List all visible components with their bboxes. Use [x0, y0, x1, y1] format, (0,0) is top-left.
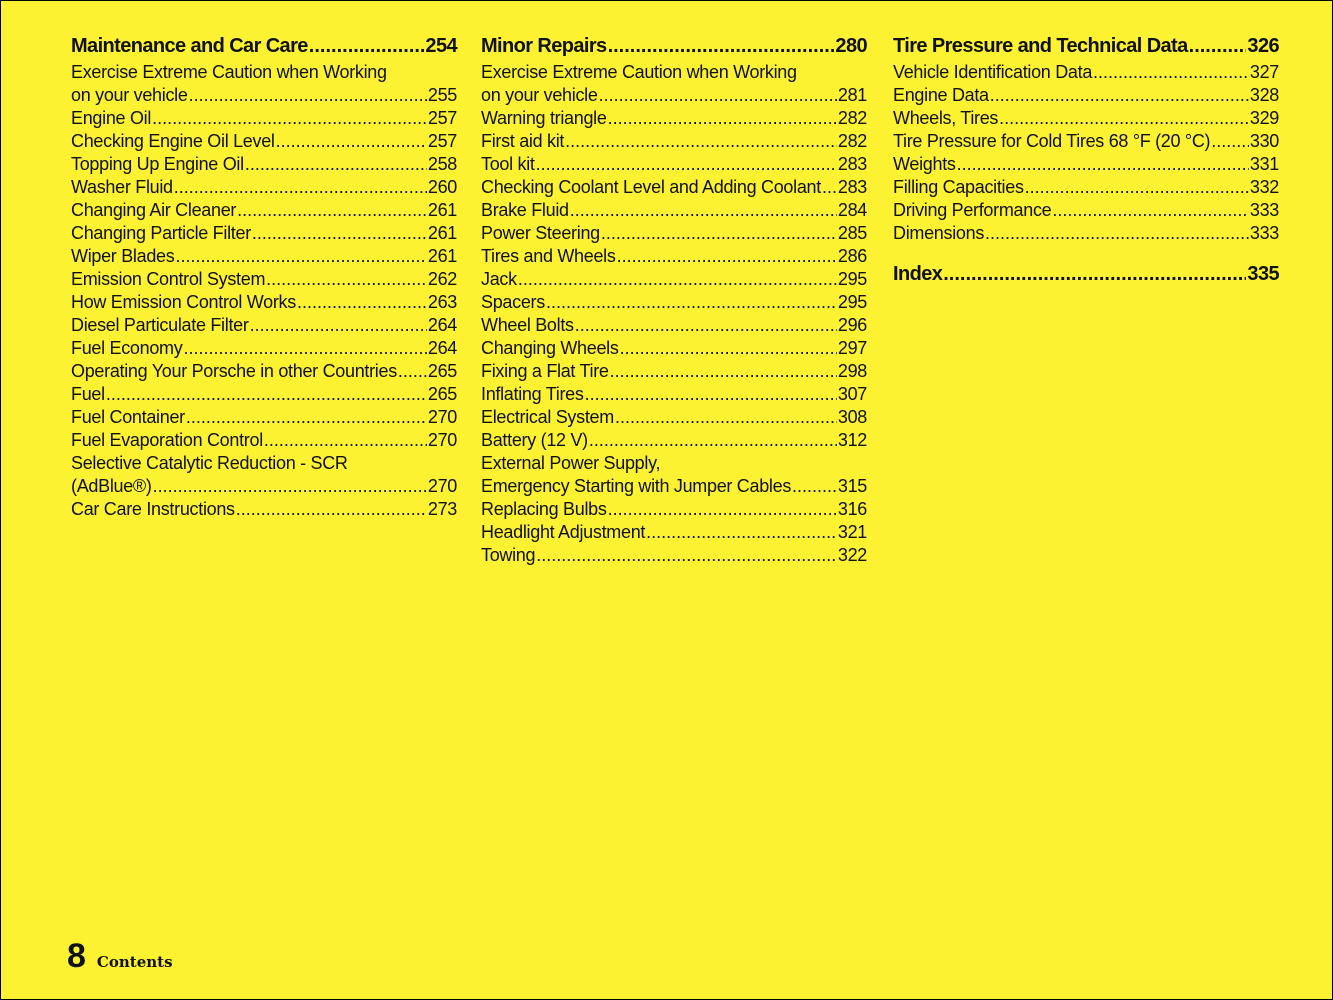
dot-leader: [585, 383, 837, 406]
section-heading-maintenance-and-car-care[interactable]: [71, 31, 457, 61]
toc-entry-line[interactable]: [481, 383, 867, 406]
toc-entry-line[interactable]: [481, 130, 867, 153]
dot-leader: [792, 475, 837, 498]
toc-page-number: 296: [837, 315, 867, 335]
toc-entry-title: Operating Your Porsche in other Countries: [71, 361, 397, 381]
dot-leader: [398, 360, 427, 383]
dot-leader: [297, 291, 427, 314]
toc-entry-title: Changing Air Cleaner: [71, 200, 237, 220]
toc-entry[interactable]: [481, 429, 867, 452]
dot-leader: [608, 31, 835, 61]
toc-entry-line[interactable]: [893, 61, 1279, 84]
section-heading-index[interactable]: [893, 259, 1279, 289]
dot-leader: [646, 521, 837, 544]
toc-entry-line[interactable]: [481, 199, 867, 222]
toc-entry-title: Selective Catalytic Reduction - SCR: [71, 453, 348, 473]
toc-entry[interactable]: [71, 222, 457, 245]
toc-entry-title: Weights: [893, 154, 956, 174]
toc-page-number: 262: [427, 269, 457, 289]
toc-entry-line[interactable]: [481, 360, 867, 383]
toc-entry-line[interactable]: [71, 314, 457, 337]
toc-entry-line[interactable]: [71, 406, 457, 429]
toc-page-number: 282: [837, 108, 867, 128]
dot-leader: [615, 406, 837, 429]
toc-entry-line[interactable]: [71, 84, 457, 107]
toc-page-number: 308: [837, 407, 867, 427]
toc-entry-title: Emergency Starting with Jumper Cables: [481, 476, 792, 496]
dot-leader: [252, 222, 427, 245]
toc-page-number: 257: [427, 108, 457, 128]
dot-leader: [620, 337, 837, 360]
dot-leader: [106, 383, 427, 406]
toc-entry-line[interactable]: [481, 245, 867, 268]
toc-entry[interactable]: [481, 245, 867, 268]
toc-page-number: 316: [837, 499, 867, 519]
dot-leader: [174, 176, 427, 199]
toc-entry-line[interactable]: [71, 61, 457, 84]
toc-entry-title: Changing Wheels: [481, 338, 619, 358]
dot-leader: [822, 176, 837, 199]
toc-page-number: 270: [427, 407, 457, 427]
toc-entry-line[interactable]: [893, 84, 1279, 107]
toc-entry[interactable]: [71, 452, 457, 498]
toc-entry[interactable]: [481, 314, 867, 337]
toc-entry[interactable]: [481, 498, 867, 521]
toc-entry-title: Maintenance and Car Care: [71, 35, 308, 57]
section-heading-tire-pressure-and-technical-data[interactable]: [893, 31, 1279, 61]
toc-entry[interactable]: [71, 383, 457, 406]
toc-entry-title: Filling Capacities: [893, 177, 1024, 197]
dot-leader: [186, 406, 427, 429]
dot-leader: [1052, 199, 1249, 222]
toc-entry-title: Battery (12 V): [481, 430, 588, 450]
toc-entry[interactable]: [71, 429, 457, 452]
toc-entry[interactable]: [481, 360, 867, 383]
toc-page-number: 284: [837, 200, 867, 220]
toc-page-number: 255: [427, 85, 457, 105]
page-footer: [67, 937, 173, 976]
toc-entry[interactable]: [893, 176, 1279, 199]
toc-entry-title: Spacers: [481, 292, 545, 312]
toc-entry[interactable]: [71, 61, 457, 107]
dot-leader: [250, 314, 427, 337]
toc-entry-title: Topping Up Engine Oil: [71, 154, 244, 174]
toc-entry-title: Towing: [481, 545, 536, 565]
toc-page-number: 258: [427, 154, 457, 174]
toc-entry[interactable]: [71, 498, 457, 521]
section-heading-minor-repairs[interactable]: [481, 31, 867, 61]
toc-page-number: 261: [427, 223, 457, 243]
toc-entry[interactable]: [71, 130, 457, 153]
toc-entry-line[interactable]: [71, 291, 457, 314]
toc-page-number: 270: [427, 476, 457, 496]
toc-entry-title: Wheel Bolts: [481, 315, 574, 335]
toc-page-number: 260: [427, 177, 457, 197]
footer-label: Contents: [96, 953, 173, 971]
toc-entry[interactable]: [71, 199, 457, 222]
toc-entry-title: Fixing a Flat Tire: [481, 361, 609, 381]
toc-page-number: 283: [837, 177, 867, 197]
toc-entry[interactable]: [71, 153, 457, 176]
toc-entry-line[interactable]: [481, 84, 867, 107]
toc-entry-title: Warning triangle: [481, 108, 607, 128]
toc-entry-line[interactable]: [481, 291, 867, 314]
toc-entry-line[interactable]: [481, 406, 867, 429]
toc-page-number: 330: [1249, 131, 1279, 151]
toc-entry-line[interactable]: [481, 544, 867, 567]
toc-entry-title: on your vehicle: [71, 85, 188, 105]
toc-entry-title: (AdBlue®): [71, 476, 152, 496]
toc-entry-line[interactable]: [481, 176, 867, 199]
dot-leader: [183, 337, 426, 360]
toc-entry-title: Washer Fluid: [71, 177, 173, 197]
toc-entry[interactable]: [481, 521, 867, 544]
toc-page-number: 332: [1249, 177, 1279, 197]
toc-page-number: 265: [427, 384, 457, 404]
toc-entry-line[interactable]: [481, 153, 867, 176]
toc-entry-title: Dimensions: [893, 223, 985, 243]
dot-leader: [237, 199, 427, 222]
toc-entry-title: Electrical System: [481, 407, 614, 427]
toc-entry[interactable]: [481, 452, 867, 498]
dot-leader: [570, 199, 837, 222]
toc-entry[interactable]: [481, 199, 867, 222]
toc-entry-line[interactable]: [71, 130, 457, 153]
toc-entry-title: Car Care Instructions: [71, 499, 235, 519]
toc-page-number: 329: [1249, 108, 1279, 128]
toc-entry[interactable]: [481, 176, 867, 199]
toc-entry-title: Index: [893, 263, 943, 285]
toc-page-number: 327: [1249, 62, 1279, 82]
dot-leader: [153, 475, 427, 498]
toc-entry[interactable]: [71, 337, 457, 360]
dot-leader: [608, 498, 837, 521]
toc-entry[interactable]: [893, 61, 1279, 84]
toc-entry-title: on your vehicle: [481, 85, 598, 105]
dot-leader: [152, 107, 427, 130]
toc-entry-title: Minor Repairs: [481, 35, 607, 57]
toc-page-number: 273: [427, 499, 457, 519]
toc-entry-title: Fuel Container: [71, 407, 185, 427]
toc-entry-title: Tire Pressure and Technical Data: [893, 35, 1188, 57]
toc-page-number: 331: [1249, 154, 1279, 174]
toc-entry[interactable]: [481, 337, 867, 360]
toc-entry-title: Checking Engine Oil Level: [71, 131, 275, 151]
toc-entry[interactable]: [893, 222, 1279, 245]
toc-entry[interactable]: [481, 268, 867, 291]
dot-leader: [536, 544, 837, 567]
toc-entry-line[interactable]: [481, 268, 867, 291]
toc-page-number: 283: [837, 154, 867, 174]
toc-page-number: 265: [427, 361, 457, 381]
dot-leader: [536, 153, 837, 176]
dot-leader: [601, 222, 837, 245]
toc-entry[interactable]: [893, 107, 1279, 130]
toc-entry-title: Engine Data: [893, 85, 989, 105]
toc-entry-line[interactable]: [71, 383, 457, 406]
toc-page-number: 282: [837, 131, 867, 151]
toc-entry-title: Jack: [481, 269, 517, 289]
dot-leader: [943, 259, 1246, 289]
toc-entry[interactable]: [481, 107, 867, 130]
toc-page-number: 322: [837, 545, 867, 565]
toc-column-minor-repairs: [481, 31, 867, 567]
dot-leader: [599, 84, 837, 107]
toc-page-number: 257: [427, 131, 457, 151]
toc-entry-line[interactable]: [481, 337, 867, 360]
toc-entry-line[interactable]: [71, 337, 457, 360]
toc-entry-title: Fuel: [71, 384, 105, 404]
toc-entry[interactable]: [481, 383, 867, 406]
dot-leader: [565, 130, 837, 153]
dot-leader: [175, 245, 426, 268]
toc-entry-title: Wiper Blades: [71, 246, 175, 266]
toc-entry[interactable]: [71, 291, 457, 314]
toc-entry-title: Fuel Economy: [71, 338, 183, 358]
toc-entry-title: Changing Particle Filter: [71, 223, 251, 243]
toc-column-technical-data: [893, 31, 1279, 289]
dot-leader: [264, 429, 427, 452]
toc-entry[interactable]: [71, 360, 457, 383]
toc-entry-line[interactable]: [71, 153, 457, 176]
toc-entry-title: Exercise Extreme Caution when Working: [481, 62, 797, 82]
toc-entry[interactable]: [481, 544, 867, 567]
toc-entry-line[interactable]: [481, 498, 867, 521]
toc-entry-title: Tires and Wheels: [481, 246, 616, 266]
toc-entry[interactable]: [71, 268, 457, 291]
toc-page-number: 333: [1249, 200, 1279, 220]
toc-entry-title: Driving Performance: [893, 200, 1052, 220]
toc-page-number: 328: [1249, 85, 1279, 105]
dot-leader: [985, 222, 1249, 245]
dot-leader: [1025, 176, 1249, 199]
toc-entry-line[interactable]: [481, 61, 867, 84]
toc-entry[interactable]: [481, 406, 867, 429]
toc-page-number: 335: [1247, 263, 1279, 285]
spacer: [893, 245, 1279, 259]
page-number: 8: [67, 937, 85, 975]
toc-entry-line[interactable]: [481, 521, 867, 544]
toc-page-number: 326: [1247, 35, 1279, 57]
toc-entry[interactable]: [893, 130, 1279, 153]
toc-entry-title: Inflating Tires: [481, 384, 584, 404]
dot-leader: [575, 314, 837, 337]
toc-page-number: 264: [427, 338, 457, 358]
toc-page-number: 264: [427, 315, 457, 335]
toc-entry-title: How Emission Control Works: [71, 292, 296, 312]
toc-entry-title: Vehicle Identification Data: [893, 62, 1093, 82]
dot-leader: [1211, 130, 1249, 153]
toc-entry-line[interactable]: [893, 153, 1279, 176]
toc-entry-title: Power Steering: [481, 223, 600, 243]
toc-entry-title: Brake Fluid: [481, 200, 569, 220]
toc-entry-line[interactable]: [71, 176, 457, 199]
toc-entry-title: Emission Control System: [71, 269, 266, 289]
toc-entry-line[interactable]: [481, 429, 867, 452]
toc-entry-title: Checking Coolant Level and Adding Coolant: [481, 177, 821, 197]
toc-entry-line[interactable]: [71, 199, 457, 222]
dot-leader: [617, 245, 837, 268]
toc-entry-title: Engine Oil: [71, 108, 152, 128]
toc-page-number: 315: [837, 476, 867, 496]
dot-leader: [245, 153, 427, 176]
toc-entry[interactable]: [481, 61, 867, 107]
toc-entry-title: Tool kit: [481, 154, 535, 174]
toc-entry[interactable]: [71, 314, 457, 337]
toc-entry-line[interactable]: [71, 360, 457, 383]
toc-page-number: 312: [837, 430, 867, 450]
dot-leader: [309, 31, 425, 61]
dot-leader: [189, 84, 427, 107]
toc-entry-line[interactable]: [71, 498, 457, 521]
toc-entry-line[interactable]: [481, 452, 867, 475]
toc-column-maintenance: [71, 31, 457, 521]
dot-leader: [957, 153, 1249, 176]
toc-entry-line[interactable]: [481, 107, 867, 130]
toc-entry[interactable]: [893, 84, 1279, 107]
toc-page-number: 261: [427, 246, 457, 266]
dot-leader: [990, 84, 1249, 107]
dot-leader: [1093, 61, 1249, 84]
toc-entry-line[interactable]: [893, 199, 1279, 222]
toc-entry-title: Headlight Adjustment: [481, 522, 646, 542]
dot-leader: [546, 291, 837, 314]
toc-page-number: 254: [425, 35, 457, 57]
toc-page-number: 333: [1249, 223, 1279, 243]
dot-leader: [236, 498, 427, 521]
toc-page-number: 281: [837, 85, 867, 105]
toc-entry[interactable]: [481, 222, 867, 245]
toc-entry-line[interactable]: [893, 176, 1279, 199]
dot-leader: [1189, 31, 1247, 61]
toc-entry-title: Exercise Extreme Caution when Working: [71, 62, 387, 82]
toc-page-number: 297: [837, 338, 867, 358]
toc-entry-line[interactable]: [893, 130, 1279, 153]
dot-leader: [589, 429, 837, 452]
dot-leader: [266, 268, 427, 291]
toc-entry[interactable]: [481, 130, 867, 153]
dot-leader: [608, 107, 837, 130]
toc-entry-title: Replacing Bulbs: [481, 499, 607, 519]
toc-page-number: 285: [837, 223, 867, 243]
toc-entry[interactable]: [71, 406, 457, 429]
toc-entry-line[interactable]: [71, 245, 457, 268]
toc-page-number: 286: [837, 246, 867, 266]
toc-entry-title: First aid kit: [481, 131, 565, 151]
toc-page-number: 263: [427, 292, 457, 312]
toc-entry-line[interactable]: [71, 107, 457, 130]
toc-entry-line[interactable]: [71, 475, 457, 498]
dot-leader: [276, 130, 427, 153]
toc-entry-line[interactable]: [71, 429, 457, 452]
toc-page-number: 321: [837, 522, 867, 542]
toc-entry-title: Fuel Evaporation Control: [71, 430, 263, 450]
toc-page-number: 307: [837, 384, 867, 404]
toc-entry-line[interactable]: [71, 222, 457, 245]
toc-page-number: 270: [427, 430, 457, 450]
toc-entry-line[interactable]: [481, 314, 867, 337]
toc-entry[interactable]: [481, 291, 867, 314]
toc-entry[interactable]: [893, 153, 1279, 176]
toc-entry[interactable]: [893, 199, 1279, 222]
toc-entry-line[interactable]: [481, 475, 867, 498]
toc-entry-line[interactable]: [893, 222, 1279, 245]
toc-page-number: 280: [835, 35, 867, 57]
toc-entry[interactable]: [481, 153, 867, 176]
toc-entry-line[interactable]: [481, 222, 867, 245]
toc-entry-title: Diesel Particulate Filter: [71, 315, 249, 335]
toc-entry-title: Tire Pressure for Cold Tires 68 °F (20 °C): [893, 131, 1211, 151]
toc-entry-line[interactable]: [893, 107, 1279, 130]
toc-entry[interactable]: [71, 245, 457, 268]
toc-entry-line[interactable]: [71, 452, 457, 475]
toc-entry-title: Wheels, Tires: [893, 108, 999, 128]
toc-entry-line[interactable]: [71, 268, 457, 291]
dot-leader: [999, 107, 1249, 130]
toc-entry[interactable]: [71, 107, 457, 130]
toc-page-number: 261: [427, 200, 457, 220]
dot-leader: [610, 360, 837, 383]
toc-page-number: 295: [837, 269, 867, 289]
toc-page-number: 298: [837, 361, 867, 381]
toc-entry[interactable]: [71, 176, 457, 199]
dot-leader: [518, 268, 837, 291]
toc-entry-title: External Power Supply,: [481, 453, 661, 473]
toc-page-number: 295: [837, 292, 867, 312]
